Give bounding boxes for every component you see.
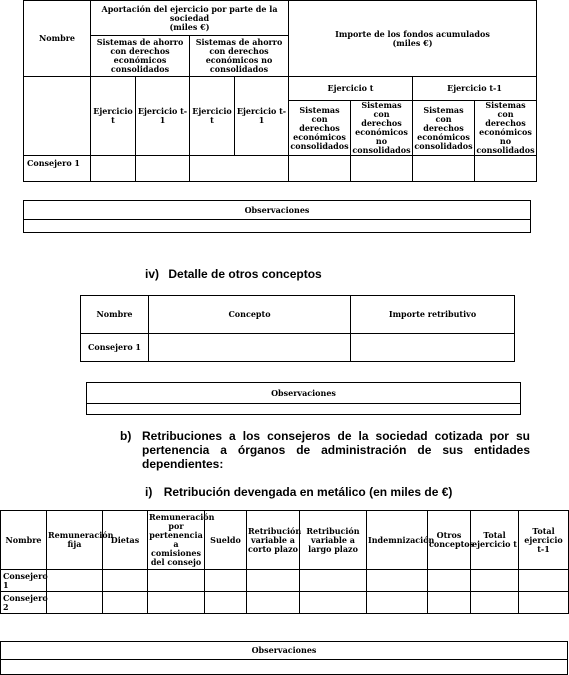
- aportacion-header: Aportación del ejercicio por parte de la sociedad (miles €): [91, 1, 289, 36]
- row-label: Consejero 1: [1, 570, 47, 592]
- fondos-table: [23, 0, 537, 77]
- cell[interactable]: [367, 592, 428, 614]
- cell[interactable]: [148, 592, 205, 614]
- row-label: Consejero 2: [1, 592, 47, 614]
- cell[interactable]: [471, 592, 519, 614]
- indemnizacion-header: Indemnización: [367, 511, 428, 570]
- cell[interactable]: [471, 570, 519, 592]
- cell[interactable]: [428, 592, 471, 614]
- cell[interactable]: [519, 570, 569, 592]
- nombre-header-cont: [24, 77, 91, 156]
- fondos-t-consolidados: Sistemas con derechos económicos consolidados: [289, 101, 351, 156]
- cell[interactable]: [519, 592, 569, 614]
- cell[interactable]: [300, 570, 367, 592]
- cell[interactable]: [247, 592, 300, 614]
- section-heading: [145, 267, 322, 281]
- sueldo-header: Sueldo: [205, 511, 247, 570]
- concepto-header: Concepto: [149, 296, 351, 334]
- retribucion-metalico-table: [0, 510, 569, 614]
- cell[interactable]: [47, 570, 103, 592]
- section-b: [120, 429, 530, 471]
- table-row: [1, 570, 569, 592]
- section-number: i): [145, 485, 153, 499]
- cell[interactable]: [103, 570, 148, 592]
- row-label: Consejero 1: [24, 156, 91, 182]
- cell[interactable]: [205, 592, 247, 614]
- cell[interactable]: [148, 570, 205, 592]
- fondos-ejercicio-t: Ejercicio t: [289, 77, 413, 101]
- section-number: b): [120, 429, 132, 443]
- comisiones-header: Remuneración por pertenencia a comisiones del consejo: [148, 511, 205, 570]
- cell[interactable]: [351, 334, 515, 362]
- cell[interactable]: [149, 334, 351, 362]
- cell[interactable]: [190, 156, 289, 182]
- observaciones-box: [86, 382, 521, 415]
- importe-header: Importe retributivo: [351, 296, 515, 334]
- cell[interactable]: [103, 592, 148, 614]
- observaciones-title: Observaciones: [87, 383, 520, 404]
- cell[interactable]: [475, 156, 537, 182]
- nombre-header: Nombre: [1, 511, 47, 570]
- cell[interactable]: [205, 570, 247, 592]
- section-heading: [145, 485, 452, 499]
- variable-largo-header: Retribución variable a largo plazo: [300, 511, 367, 570]
- cell[interactable]: [367, 570, 428, 592]
- aport-nc-ejercicio-t1: Ejercicio t-1: [235, 77, 289, 156]
- variable-corto-header: Retribución variable a corto plazo: [247, 511, 300, 570]
- aport-nc-ejercicio-t: Ejercicio t: [190, 77, 235, 156]
- cell[interactable]: [47, 592, 103, 614]
- fondos-t1-no-consolidados: Sistemas con derechos económicos no consolidados: [476, 100, 535, 155]
- remuneracion-fija-header: Remuneración fija: [47, 511, 103, 570]
- section-text: Retribuciones a los consejeros de la sociedad cotizada por su pertenencia a órganos de administración de sus entidades dependientes:: [142, 429, 530, 471]
- cell[interactable]: [428, 570, 471, 592]
- observaciones-box: [0, 641, 568, 675]
- aport-ejercicio-t1: Ejercicio t-1: [136, 77, 190, 156]
- otros-conceptos-header: Otros conceptos: [428, 511, 471, 570]
- row-label: Consejero 1: [81, 334, 149, 362]
- cell[interactable]: [300, 592, 367, 614]
- total-t-header: Total ejercicio t: [471, 511, 519, 570]
- section-title: Retribución devengada en metálico (en miles de €): [163, 485, 453, 499]
- observaciones-title: Observaciones: [24, 201, 530, 220]
- importe-fondos-header: Importe de los fondos acumulados (miles €): [289, 1, 537, 77]
- table-row: [81, 334, 515, 362]
- table-row: [24, 156, 537, 182]
- fondos-table-subheader: [23, 76, 537, 182]
- cell[interactable]: [413, 156, 475, 182]
- observaciones-title: Observaciones: [1, 642, 567, 660]
- cell[interactable]: [247, 570, 300, 592]
- cell[interactable]: [136, 156, 190, 182]
- cell[interactable]: [351, 156, 413, 182]
- nombre-header: Nombre: [81, 296, 149, 334]
- dietas-header: Dietas: [103, 511, 148, 570]
- sist-no-consolidados-header: Sistemas de ahorro con derechos económicos no consolidados: [190, 36, 289, 77]
- section-title: Detalle de otros conceptos: [168, 267, 322, 281]
- cell[interactable]: [289, 156, 351, 182]
- fondos-t1-consolidados: Sistemas con derechos económicos consolidados: [413, 101, 475, 156]
- observaciones-box: [23, 200, 531, 233]
- fondos-ejercicio-t1: Ejercicio t-1: [413, 77, 537, 101]
- otros-conceptos-table: [80, 295, 515, 362]
- nombre-header: Nombre: [24, 1, 91, 77]
- fondos-t-no-consolidados: Sistemas con derechos económicos no consolidados: [352, 100, 411, 155]
- aport-ejercicio-t: Ejercicio t: [91, 77, 136, 156]
- cell[interactable]: [91, 156, 136, 182]
- sist-consolidados-header: Sistemas de ahorro con derechos económicos consolidados: [91, 36, 190, 77]
- section-number: iv): [145, 267, 160, 281]
- table-row: [1, 592, 569, 614]
- total-t1-header: Total ejercicio t-1: [519, 511, 569, 570]
